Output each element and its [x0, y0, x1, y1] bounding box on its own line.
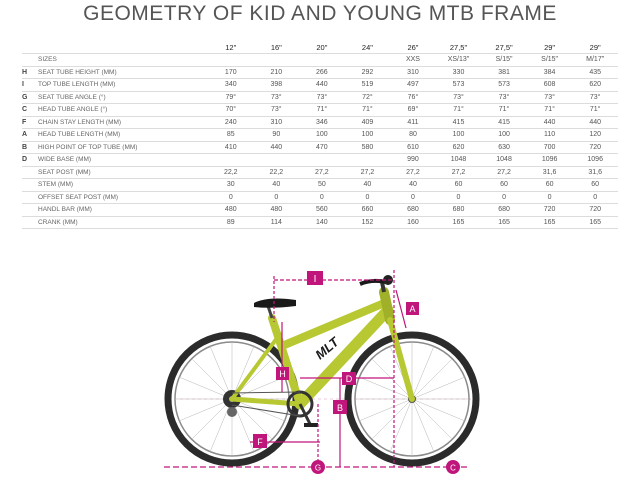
table-cell: 30	[226, 181, 235, 189]
pedal	[304, 423, 318, 427]
table-cell: 40	[363, 181, 372, 189]
table-cell: 100	[316, 131, 328, 139]
table-cell: 165	[589, 218, 602, 226]
table-cell	[345, 154, 391, 167]
bike-geometry-diagram	[150, 262, 490, 478]
svg-text:D: D	[345, 374, 353, 384]
table-cell: 165	[452, 218, 465, 226]
table-cell: 60	[591, 181, 600, 189]
table-cell: 70°	[225, 106, 237, 114]
table-cell: 0	[547, 193, 552, 201]
row-code: C	[22, 106, 28, 114]
table-cell: 470	[316, 143, 328, 151]
table-cell: 310	[270, 118, 283, 126]
table-cell: 292	[361, 68, 374, 76]
geometry-table	[22, 41, 618, 229]
table-cell: 346	[316, 118, 328, 126]
table-cell: 165	[498, 218, 510, 226]
table-cell: 73°	[271, 93, 282, 101]
table-cell: 40	[409, 181, 417, 189]
table-row	[22, 79, 618, 92]
table-cell: 71°	[498, 106, 510, 114]
table-cell: 100	[452, 131, 465, 139]
table-cell: 415	[498, 118, 510, 126]
table-cell: 398	[270, 81, 283, 89]
table-row	[22, 141, 618, 154]
table-cell: 31,6	[588, 168, 602, 176]
table-row	[22, 104, 618, 117]
table-cell: 497	[407, 81, 419, 89]
table-cell: 580	[361, 143, 374, 151]
svg-text:I: I	[313, 274, 317, 285]
svg-text:C: C	[450, 463, 456, 473]
row-code	[22, 191, 38, 204]
header-label-cell	[38, 41, 208, 54]
row-label: SEAT POST (MM)	[38, 168, 91, 176]
table-cell: 700	[543, 143, 556, 151]
svg-text:F: F	[257, 437, 263, 447]
label-g	[311, 460, 325, 474]
table-cell: 140	[316, 218, 328, 226]
table-row	[22, 191, 618, 204]
table-cell: 27,2	[497, 168, 511, 176]
table-cell: 519	[361, 81, 374, 89]
label-f	[253, 434, 267, 448]
table-cell: 114	[270, 218, 282, 226]
table-cell	[208, 54, 254, 67]
row-label: HIGH POINT OF TOP TUBE (MM)	[38, 143, 138, 151]
table-cell: 560	[316, 206, 328, 214]
row-label: SIZES	[38, 56, 57, 64]
row-label: OFFSET SEAT POST (MM)	[38, 193, 119, 201]
table-cell: 80	[409, 131, 417, 139]
column-header: 24"	[361, 42, 373, 52]
table-cell: 60	[500, 181, 508, 189]
column-header: 27,5"	[495, 42, 513, 52]
table-cell: 73°	[453, 93, 464, 101]
table-cell: 71°	[544, 106, 555, 114]
table-cell: 73°	[271, 106, 282, 114]
row-code: A	[22, 131, 28, 139]
table-cell: 409	[361, 118, 374, 126]
row-label: WIDE BASE (MM)	[38, 156, 92, 164]
column-header: 16"	[270, 42, 282, 52]
table-cell: 340	[224, 81, 237, 89]
table-cell: 1096	[541, 156, 558, 164]
label-h	[276, 367, 289, 380]
header-code-cell	[22, 41, 38, 54]
table-cell: 73°	[544, 93, 555, 101]
table-cell: 1096	[587, 156, 603, 164]
row-code: F	[22, 118, 27, 126]
row-label: HEAD TUBE LENGTH (MM)	[38, 131, 121, 139]
table-cell: 27,2	[315, 168, 329, 176]
seat-tube	[272, 318, 300, 404]
table-cell	[254, 54, 300, 67]
table-row	[22, 54, 618, 67]
table-cell: 76°	[407, 93, 419, 101]
table-cell: 310	[407, 68, 419, 76]
svg-text:B: B	[336, 403, 344, 413]
table-row	[22, 216, 618, 229]
table-cell: 330	[452, 68, 465, 76]
page-title: GEOMETRY OF KID AND YOUNG MTB FRAME	[83, 2, 557, 25]
row-label: CHAIN STAY LENGTH (MM)	[38, 118, 122, 126]
table-cell: 0	[502, 193, 506, 201]
table-cell: XXS	[405, 56, 420, 64]
table-cell	[299, 154, 345, 167]
svg-text:H: H	[279, 369, 286, 379]
table-cell: 0	[593, 193, 598, 201]
table-cell: 100	[361, 131, 374, 139]
table-row	[22, 129, 618, 142]
table-cell: 573	[498, 81, 510, 89]
table-row	[22, 166, 618, 179]
table-cell: 384	[543, 68, 556, 76]
column-header: 29"	[589, 42, 601, 52]
column-header: 12"	[225, 42, 237, 52]
table-row	[22, 204, 618, 217]
head-tube	[384, 292, 390, 320]
row-label: STEM (MM)	[38, 181, 74, 189]
table-cell: 110	[544, 131, 556, 139]
table-cell: 170	[224, 68, 237, 76]
label-a	[406, 302, 419, 315]
table-cell: 165	[543, 218, 556, 226]
row-label: HANDL BAR (MM)	[38, 206, 92, 214]
row-label: TOP TUBE LENGTH (MM)	[38, 81, 116, 89]
table-cell: 152	[361, 218, 374, 226]
table-cell: 240	[224, 118, 237, 126]
table-cell: 73°	[589, 93, 601, 101]
table-cell: 73°	[498, 93, 510, 101]
table-cell: 71°	[362, 106, 373, 114]
table-cell: 415	[452, 118, 465, 126]
table-cell	[254, 154, 300, 167]
table-cell: M/17"	[586, 56, 605, 64]
table-cell: 680	[498, 206, 510, 214]
table-cell: 480	[224, 206, 237, 214]
row-code	[22, 54, 38, 67]
table-cell: 608	[543, 81, 556, 89]
label-b	[333, 400, 347, 414]
table-cell: 620	[452, 143, 465, 151]
table-cell: 0	[319, 193, 324, 201]
table-cell: 27,2	[451, 168, 466, 176]
table-cell: 22,2	[269, 168, 284, 176]
table-cell: 720	[589, 206, 602, 214]
table-cell: 31,6	[542, 168, 557, 176]
table-cell: 160	[407, 218, 419, 226]
table-cell: 0	[274, 193, 279, 201]
column-header: 26"	[407, 42, 419, 52]
table-cell: 1048	[450, 156, 467, 164]
table-cell: 573	[452, 81, 465, 89]
table-cell: 210	[270, 68, 283, 76]
table-row	[22, 154, 618, 167]
table-cell: 990	[407, 156, 419, 164]
table-cell: 71°	[453, 106, 464, 114]
table-row	[22, 91, 618, 104]
label-d	[342, 372, 356, 385]
table-cell: S/15"	[541, 56, 559, 64]
row-label: HEAD TUBE ANGLE (°)	[38, 106, 108, 114]
column-header: 27,5"	[449, 42, 468, 52]
table-cell: 440	[270, 143, 283, 151]
row-label: SEAT TUBE HEIGHT (MM)	[38, 68, 117, 76]
table-cell: 440	[316, 81, 328, 89]
table-cell: 410	[224, 143, 237, 151]
table-cell: 266	[316, 68, 328, 76]
table-row	[22, 116, 618, 129]
table-cell: 440	[543, 118, 556, 126]
table-cell	[299, 54, 345, 67]
table-header-row	[22, 41, 618, 54]
table-cell: 411	[407, 118, 419, 126]
column-header: 20"	[316, 42, 328, 52]
table-cell: 90	[272, 131, 281, 139]
saddle	[254, 299, 296, 308]
svg-text:A: A	[409, 304, 416, 314]
table-cell: 0	[365, 193, 370, 201]
label-i	[307, 271, 323, 285]
table-cell: S/15"	[495, 56, 513, 64]
table-cell: 480	[270, 206, 283, 214]
column-header: 29"	[544, 42, 556, 52]
table-cell: 610	[407, 143, 419, 151]
table-cell: 27,2	[406, 168, 420, 176]
table-cell: 72°	[362, 93, 373, 101]
row-code: B	[22, 143, 28, 151]
table-cell: XS/13"	[447, 56, 470, 64]
svg-text:G: G	[314, 463, 322, 473]
row-label: SEAT TUBE ANGLE (°)	[38, 93, 106, 101]
table-cell: 89	[226, 218, 235, 226]
label-c	[446, 460, 460, 474]
row-label: CRANK (MM)	[38, 218, 78, 226]
table-cell: 69°	[407, 106, 419, 114]
table-cell: 50	[317, 181, 326, 189]
table-cell: 660	[361, 206, 374, 214]
table-cell: 100	[498, 131, 510, 139]
table-cell: 40	[272, 181, 281, 189]
table-cell: 630	[498, 143, 510, 151]
row-code: H	[22, 68, 28, 76]
row-code: I	[22, 81, 24, 89]
table-cell: 680	[407, 206, 419, 214]
row-code: D	[22, 156, 28, 164]
row-code: G	[22, 93, 28, 101]
table-cell: 60	[454, 181, 463, 189]
table-cell: 22,2	[223, 168, 238, 176]
table-cell: 435	[589, 68, 602, 76]
table-cell: 680	[452, 206, 465, 214]
table-cell: 85	[226, 131, 235, 139]
table-cell: 0	[228, 193, 233, 201]
table-cell: 120	[589, 131, 602, 139]
table-cell: 720	[589, 143, 602, 151]
table-cell: 0	[411, 193, 415, 201]
table-cell: 0	[456, 193, 461, 201]
table-cell: 71°	[316, 106, 328, 114]
table-cell: 720	[543, 206, 556, 214]
table-cell: 60	[545, 181, 554, 189]
table-cell	[208, 154, 254, 167]
row-code	[22, 204, 38, 217]
row-code	[22, 216, 38, 229]
table-cell: 71°	[589, 106, 601, 114]
row-code	[22, 166, 38, 179]
table-cell: 1048	[496, 156, 512, 164]
svg-text:MLT: MLT	[312, 334, 342, 363]
table-cell: 27,2	[360, 168, 375, 176]
table-cell: 440	[589, 118, 602, 126]
table-cell: 79°	[225, 93, 237, 101]
table-cell: 381	[498, 68, 510, 76]
table-row	[22, 179, 618, 192]
row-code	[22, 179, 38, 192]
derailleur	[227, 407, 237, 417]
table-cell: 73°	[316, 93, 328, 101]
table-cell	[345, 54, 391, 67]
table-row	[22, 66, 618, 79]
table-body	[22, 54, 618, 229]
table-cell: 620	[589, 81, 602, 89]
